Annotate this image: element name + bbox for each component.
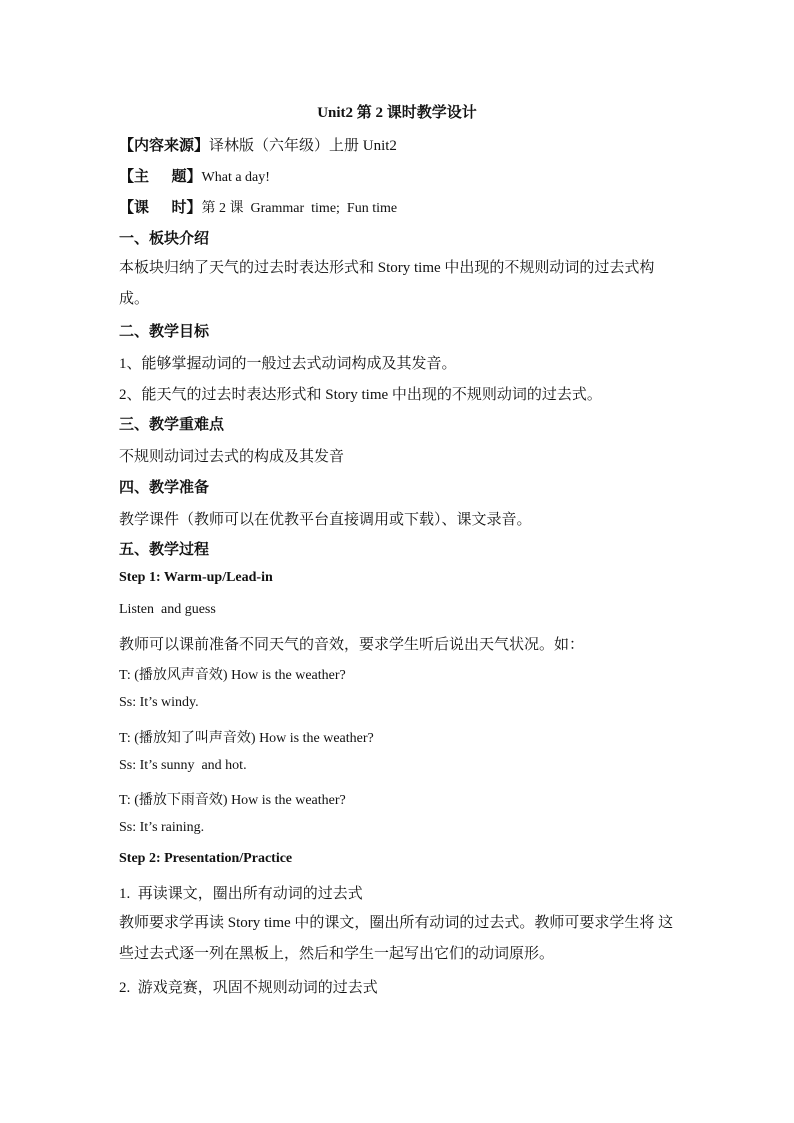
meta-source-value: 译林版（六年级）上册 Unit2 bbox=[209, 138, 397, 154]
step-1-heading: Step 1: Warm-up/Lead-in bbox=[119, 570, 273, 585]
step-2-text: 教师要求学再读 Story time 中的课文，圈出所有动词的过去式。教师可要求学生将 这些过去式逐一列在黑板上，然后和学生一起写出它们的动词原形。 bbox=[119, 915, 674, 962]
meta-topic bbox=[119, 165, 270, 186]
section-4-text: 教学课件（教师可以在优教平台直接调用或下载）、课文录音。 bbox=[119, 512, 532, 528]
meta-source bbox=[119, 134, 397, 155]
listen-guess: Listen and guess bbox=[119, 602, 216, 617]
section-1-heading: 一、板块介绍 bbox=[119, 231, 210, 247]
step-2-heading: Step 2: Presentation/Practice bbox=[119, 851, 293, 866]
section-3-text: 不规则动词过去式的构成及其发音 bbox=[119, 449, 345, 465]
section-1-text: 本板块归纳了天气的过去时表达形式和 Story time 中出现的不规则动词的过去式构成。 bbox=[119, 260, 655, 307]
step-1-intro: 教师可以课前准备不同天气的音效，要求学生听后说出天气状况。如： bbox=[119, 637, 585, 653]
section-4-heading: 四、教学准备 bbox=[119, 480, 210, 496]
meta-period-value: 第 2 课 Grammar time; Fun time bbox=[201, 201, 398, 216]
section-2-item-1: 1、能够掌握动词的一般过去式动词构成及其发音。 bbox=[119, 356, 457, 372]
dialog-line: Ss: It’s raining. bbox=[119, 820, 205, 835]
meta-topic-value: What a day! bbox=[201, 170, 270, 185]
meta-period bbox=[119, 196, 397, 217]
page-title: Unit2 第 2 课时教学设计 bbox=[317, 105, 477, 121]
dialog-line: Ss: It’s windy. bbox=[119, 695, 199, 710]
step-2-item-1: 1. 再读课文，圈出所有动词的过去式 bbox=[119, 886, 363, 902]
dialog-line: T: (播放下雨音效) How is the weather? bbox=[119, 793, 346, 808]
meta-topic-label: 【主 题】 bbox=[119, 169, 202, 185]
section-2-heading: 二、教学目标 bbox=[119, 324, 210, 340]
section-2-item-2: 2、能天气的过去时表达形式和 Story time 中出现的不规则动词的过去式。 bbox=[119, 387, 602, 403]
dialog-line: Ss: It’s sunny and hot. bbox=[119, 758, 247, 773]
step-2-item-2: 2. 游戏竞赛，巩固不规则动词的过去式 bbox=[119, 980, 378, 996]
dialog-line: T: (播放风声音效) How is the weather? bbox=[119, 668, 346, 683]
section-5-heading: 五、教学过程 bbox=[119, 542, 210, 558]
dialog-line: T: (播放知了叫声音效) How is the weather? bbox=[119, 731, 374, 746]
meta-period-label: 【课 时】 bbox=[119, 200, 202, 216]
section-3-heading: 三、教学重难点 bbox=[119, 417, 225, 433]
meta-source-label: 【内容来源】 bbox=[119, 138, 210, 154]
